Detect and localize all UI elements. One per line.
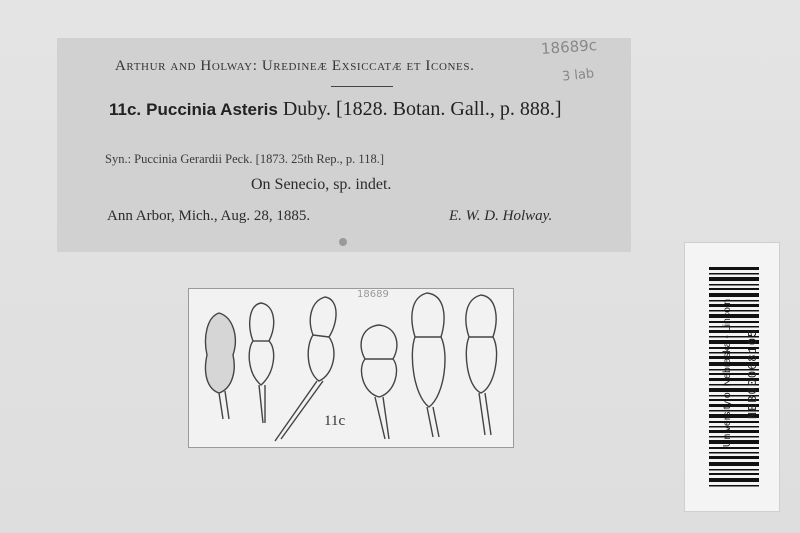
spore-1-body — [206, 313, 236, 393]
spore-1-stalk — [219, 391, 229, 419]
species-name: Puccinia Asteris — [146, 100, 278, 119]
spore-6-body — [466, 295, 497, 393]
spore-2-body — [249, 303, 273, 385]
spore-4-body — [361, 325, 397, 397]
species-number: 11c. — [109, 100, 142, 119]
spore-6-stalk — [479, 393, 491, 435]
species-citation: [1828. Botan. Gall., p. 888.] — [335, 98, 562, 120]
label-header: Arthur and Holway: Uredineæ Exsiccatæ et Icones. — [115, 58, 475, 74]
spore-3-stalk — [275, 381, 323, 441]
specimen-label — [57, 38, 631, 252]
synonym-line: Syn.: Puccinia Gerardii Peck. [1873. 25th Rep., p. 118.] — [105, 152, 385, 166]
spore-2-stalk — [259, 385, 265, 423]
spore-3-septum — [313, 335, 329, 337]
figure-label: 11c — [324, 413, 346, 429]
spore-3-body — [308, 297, 336, 381]
collector-name: E. W. D. Holway. — [449, 208, 553, 224]
catalog-number: NEB00068105 — [746, 328, 760, 420]
species-line — [109, 98, 562, 121]
spore-5-stalk — [427, 407, 439, 437]
barcode-card — [684, 242, 780, 512]
species-authority: Duby. — [282, 98, 331, 120]
handwritten-accession-number: 18689c — [540, 36, 598, 58]
barcode-bars — [685, 243, 779, 511]
spore-5-body — [412, 293, 445, 407]
handwritten-note: 3 lab — [561, 66, 595, 85]
pin-mark — [339, 238, 347, 246]
plate-handwritten-number: 18689 — [357, 289, 389, 300]
locality-date: Ann Arbor, Mich., Aug. 28, 1885. — [107, 208, 311, 224]
header-rule — [331, 86, 393, 87]
spore-illustration-plate — [188, 288, 514, 448]
spore-drawings — [189, 289, 513, 447]
host-line: On Senecio, sp. indet. — [251, 176, 392, 193]
spore-4-stalk — [375, 397, 389, 439]
